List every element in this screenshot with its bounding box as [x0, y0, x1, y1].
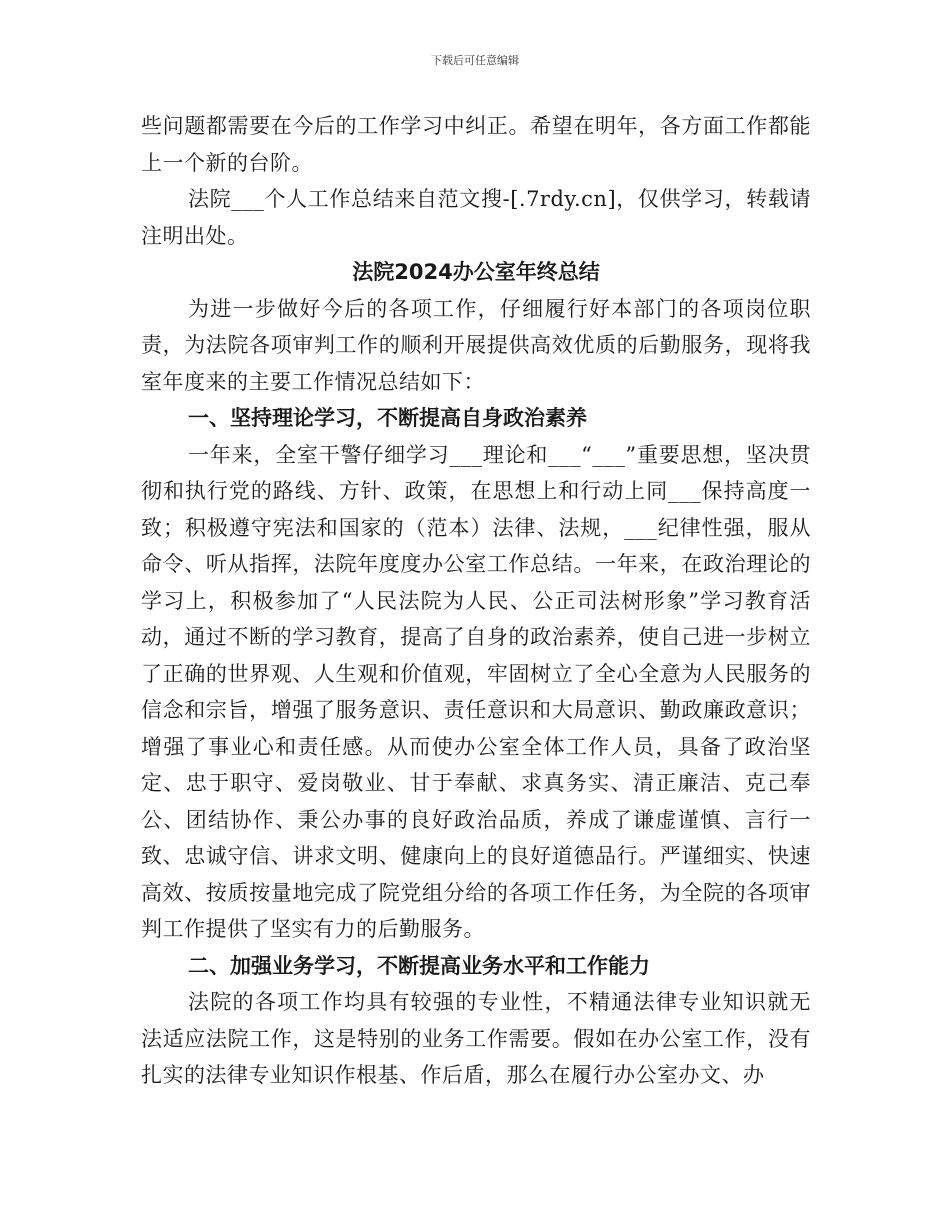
page-header: 下载后可任意编辑 — [431, 54, 519, 67]
section-heading-2: 二、加强业务学习，不断提高业务水平和工作能力 — [188, 953, 650, 978]
document-body — [141, 108, 811, 1094]
document-title: 法院2024办公室年终总结 — [352, 260, 600, 284]
paragraph-intro: 些问题都需要在今后的工作学习中纠正。希望在明年，各方面工作都能上一个新的台阶。 — [141, 114, 811, 175]
paragraph-section-2: 法院的各项工作均具有较强的专业性，不精通法律专业知识就无法适应法院工作，这是特别的业务工作需要。假如在办公室工作，没有扎实的法律专业知识作根基、作后盾，那么在履行办公室办文、办 — [141, 990, 811, 1087]
paragraph-opening: 为进一步做好今后的各项工作，仔细履行好本部门的各项岗位职责，为法院各项审判工作的顺利开展提供高效优质的后勤服务，现将我室年度来的主要工作情况总结如下： — [141, 296, 811, 394]
paragraph-source: 法院___个人工作总结来自范文搜-[.7rdy.cn]，仅供学习，转载请注明出处。 — [141, 187, 811, 248]
section-heading-1: 一、坚持理论学习，不断提高自身政治素养 — [188, 406, 587, 430]
paragraph-section-1: 一年来，全室干警仔细学习___理论和___“___”重要思想，坚决贯彻和执行党的路线、方针、政策，在思想上和行动上同___保持高度一致；积极遵守宪法和国家的（范本）法律、法规，___纪律性强，服从命令、听从指挥，法院年度度办公室工作总结。一年来，在政治理论的学习上，积极参加了“人民法院为人民、公正司法树形象”学习教育活动，通过不断的学习教育，提高了自身的政治素养，使自己进一步树立了正确的世界观、人生观和价值观，牢固树立了全心全意为人民服务的信念和宗旨，增强了服务意识、责任意识和大局意识、勤政廉政意识；增强了事业心和责任感。从而使办公室全体工作人员，具备了政治坚定、忠于职守、爱岗敬业、甘于奉献、求真务实、清正廉洁、克己奉公、团结协作、秉公办事的良好政治品质，养成了谦虚谨慎、言行一致、忠诚守信、讲求文明、健康向上的良好道德品行。严谨细实、快速高效、按质按量地完成了院党组分给的各项工作任务，为全院的各项审判工作提供了坚实有力的后勤服务。 — [141, 442, 811, 941]
